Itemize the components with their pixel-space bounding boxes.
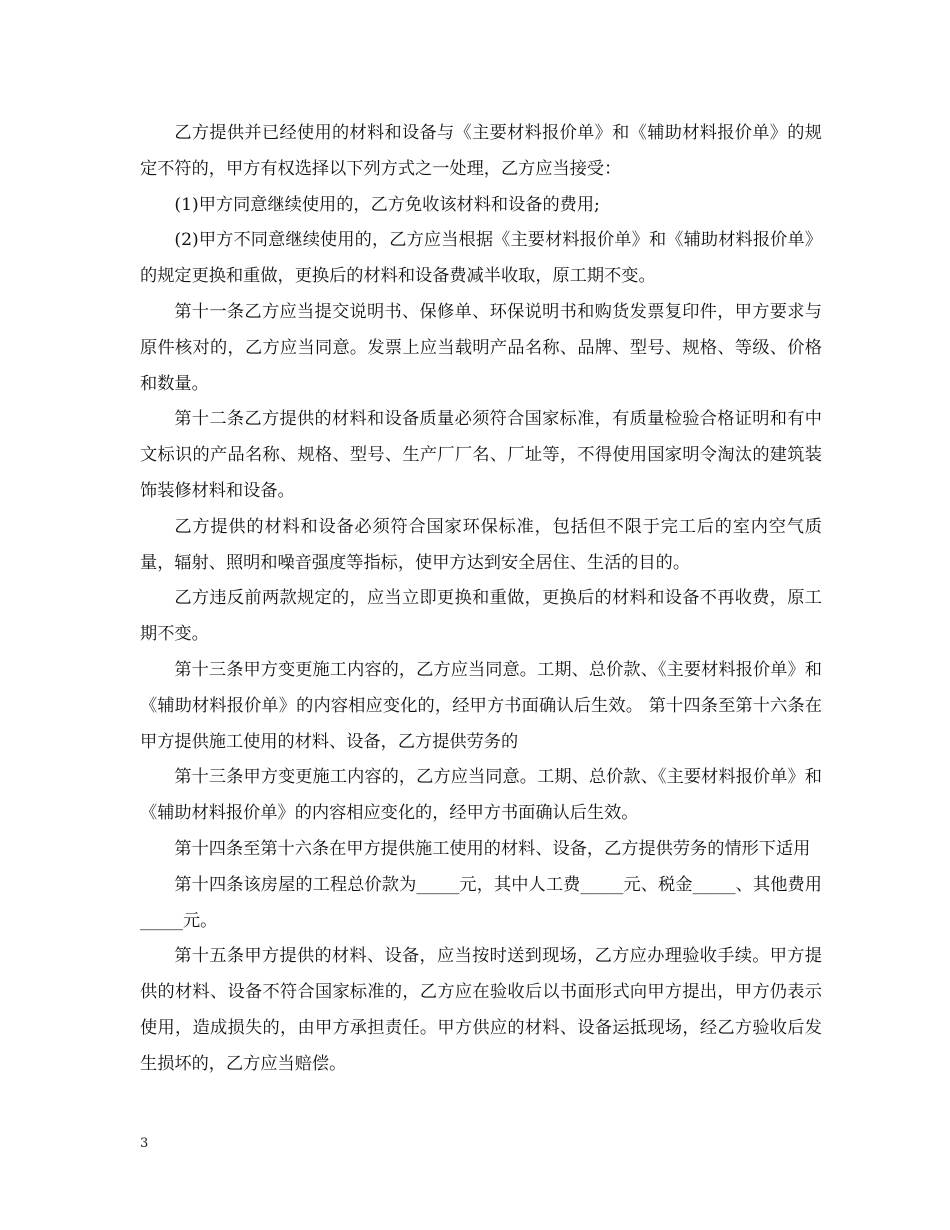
paragraph-11: 第十四条该房屋的工程总价款为_____元，其中人工费_____元、税金_____、其他费用_____元。 <box>140 874 822 931</box>
paragraph-4: 第十一条乙方应当提交说明书、保修单、环保说明书和购货发票复印件，甲方要求与原件核对的，乙方应当同意。发票上应当载明产品名称、品牌、型号、规格、等级、价格和数量。 <box>140 301 822 394</box>
paragraph-9: 第十三条甲方变更施工内容的，乙方应当同意。工期、总价款、《主要材料报价单》和《辅助材料报价单》的内容相应变化的，经甲方书面确认后生效。 <box>140 767 822 824</box>
document-body <box>140 116 822 1083</box>
paragraph-1: 乙方提供并已经使用的材料和设备与《主要材料报价单》和《辅助材料报价单》的规定不符的，甲方有权选择以下列方式之一处理，乙方应当接受： <box>140 123 822 179</box>
paragraph-7: 乙方违反前两款规定的，应当立即更换和重做，更换后的材料和设备不再收费，原工期不变。 <box>140 588 822 645</box>
paragraph-5: 第十二条乙方提供的材料和设备质量必须符合国家标准，有质量检验合格证明和有中文标识的产品名称、规格、型号、生产厂厂名、厂址等，不得使用国家明令淘汰的建筑装饰装修材料和设备。 <box>140 409 822 501</box>
paragraph-2: (1)甲方同意继续使用的，乙方免收该材料和设备的费用; <box>174 194 600 215</box>
paragraph-8: 第十三条甲方变更施工内容的，乙方应当同意。工期、总价款、《主要材料报价单》和《辅助材料报价单》的内容相应变化的，经甲方书面确认后生效。 第十四条至第十六条在甲方提供施工使用的材料、设备，乙方提供劳务的 <box>140 659 822 752</box>
paragraph-3: (2)甲方不同意继续使用的，乙方应当根据《主要材料报价单》和《辅助材料报价单》的规定更换和重做，更换后的材料和设备费减半收取，原工期不变。 <box>140 230 822 287</box>
paragraph-10: 第十四条至第十六条在甲方提供施工使用的材料、设备，乙方提供劳务的情形下适用 <box>174 838 811 859</box>
paragraph-6: 乙方提供的材料和设备必须符合国家环保标准，包括但不限于完工后的室内空气质量，辐射、照明和噪音强度等指标，使甲方达到安全居住、生活的目的。 <box>140 516 822 573</box>
paragraph-12: 第十五条甲方提供的材料、设备，应当按时送到现场，乙方应办理验收手续。甲方提供的材料、设备不符合国家标准的，乙方应在验收后以书面形式向甲方提出，甲方仍表示使用，造成损失的，由甲方承担责任。甲方供应的材料、设备运抵现场，经乙方验收后发生损坏的，乙方应当赔偿。 <box>140 946 822 1074</box>
page-number: 3 <box>140 1136 149 1151</box>
